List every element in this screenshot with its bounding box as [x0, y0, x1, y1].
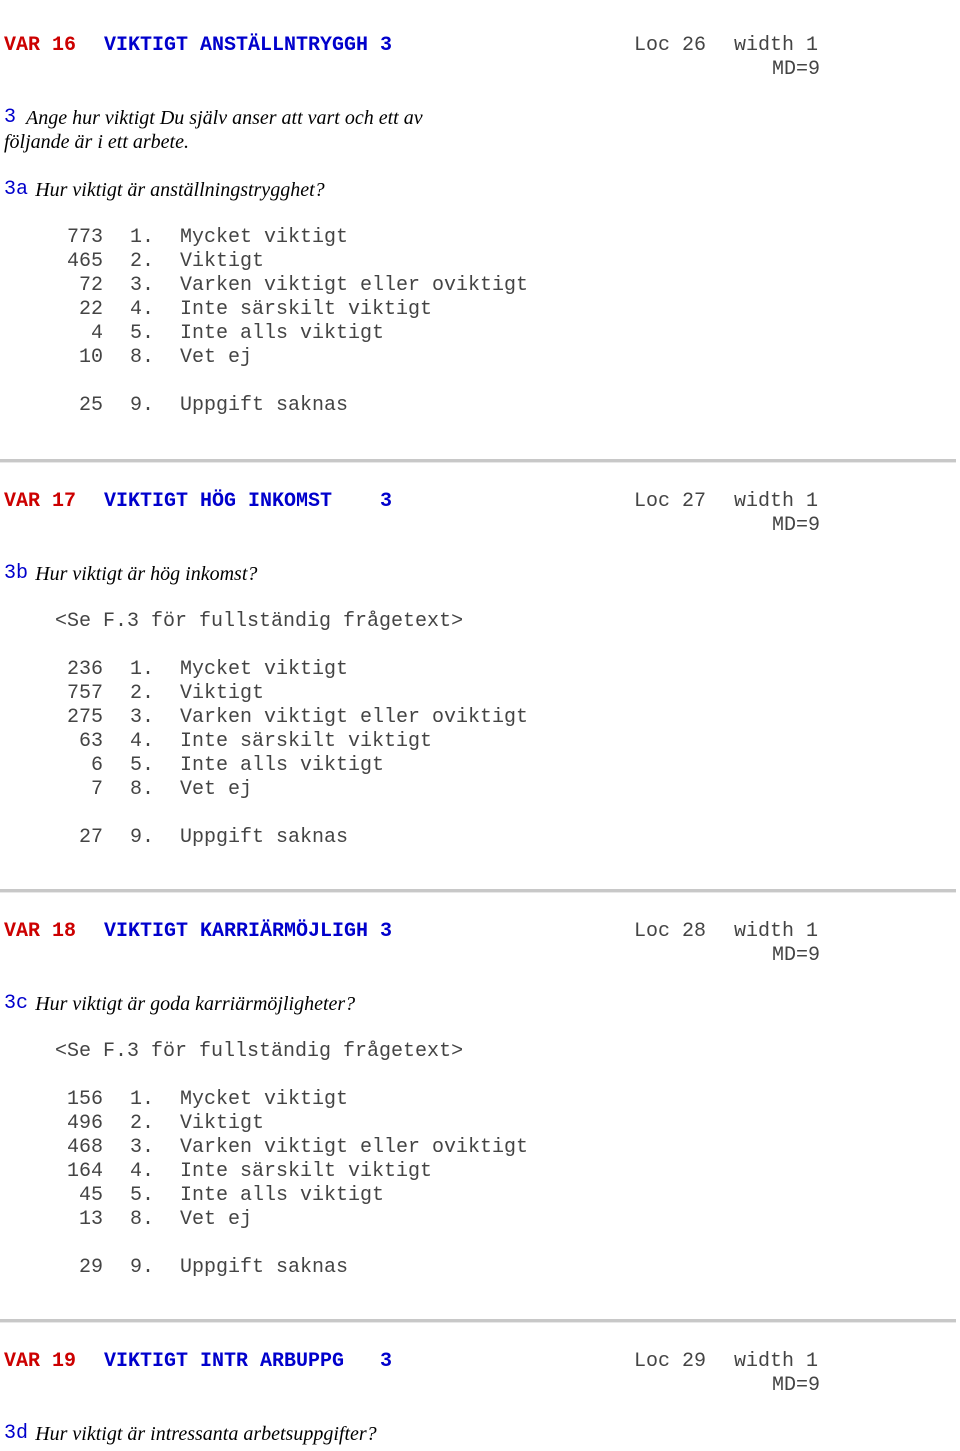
value-label: Mycket viktigt	[180, 226, 349, 249]
frequency-count: 496	[67, 1112, 104, 1135]
intro-number: 3	[4, 106, 17, 129]
missing-code: 9.	[130, 1256, 155, 1279]
frequency-count: 72	[67, 274, 104, 297]
question-code: 3d	[4, 1422, 29, 1445]
width-label: width 1	[734, 34, 819, 57]
width-label: width 1	[734, 1350, 819, 1373]
value-label: Varken viktigt eller oviktigt	[180, 274, 529, 297]
value-label: Inte alls viktigt	[180, 1184, 385, 1207]
value-label: Inte särskilt viktigt	[180, 298, 433, 321]
value-label: Viktigt	[180, 250, 265, 273]
var-name: VIKTIGT INTR ARBUPPG 3	[104, 1350, 393, 1373]
frequency-count: 63	[67, 730, 104, 753]
missing-label: Uppgift saknas	[180, 1256, 349, 1279]
value-code: 3.	[130, 1136, 155, 1159]
intro-text: Ange hur viktigt Du själv anser att vart och ett av	[26, 107, 423, 129]
loc-label: Loc 28	[634, 920, 707, 943]
question-code: 3a	[4, 178, 29, 201]
value-code: 4.	[130, 730, 155, 753]
missing-label: Uppgift saknas	[180, 826, 349, 849]
var-label: VAR 19	[4, 1350, 77, 1373]
value-code: 5.	[130, 754, 155, 777]
missing-code: 9.	[130, 394, 155, 417]
loc-label: Loc 26	[634, 34, 707, 57]
value-label: Vet ej	[180, 1208, 253, 1231]
value-label: Vet ej	[180, 346, 253, 369]
value-code: 1.	[130, 1088, 155, 1111]
value-code: 1.	[130, 226, 155, 249]
md-label: MD=9	[772, 1374, 821, 1397]
value-code: 3.	[130, 274, 155, 297]
var-label: VAR 16	[4, 34, 77, 57]
question-text: Hur viktigt är hög inkomst?	[35, 563, 258, 585]
value-label: Viktigt	[180, 1112, 265, 1135]
see-reference: <Se F.3 för fullständig frågetext>	[55, 610, 464, 633]
frequency-count: 156	[67, 1088, 104, 1111]
frequency-count: 757	[67, 682, 104, 705]
value-label: Viktigt	[180, 682, 265, 705]
value-code: 2.	[130, 682, 155, 705]
value-label: Varken viktigt eller oviktigt	[180, 1136, 529, 1159]
md-label: MD=9	[772, 58, 821, 81]
width-label: width 1	[734, 490, 819, 513]
frequency-count: 468	[67, 1136, 104, 1159]
question-text: Hur viktigt är goda karriärmöjligheter?	[35, 993, 356, 1015]
see-reference: <Se F.3 för fullständig frågetext>	[55, 1040, 464, 1063]
value-code: 8.	[130, 1208, 155, 1231]
value-label: Vet ej	[180, 778, 253, 801]
frequency-count: 236	[67, 658, 104, 681]
section-divider	[0, 459, 956, 463]
md-label: MD=9	[772, 944, 821, 967]
value-code: 5.	[130, 1184, 155, 1207]
frequency-count: 4	[67, 322, 104, 345]
value-code: 4.	[130, 298, 155, 321]
value-label: Inte särskilt viktigt	[180, 730, 433, 753]
value-code: 8.	[130, 346, 155, 369]
question-text: Hur viktigt är intressanta arbetsuppgifter?	[35, 1423, 377, 1445]
missing-count: 27	[67, 826, 104, 849]
question-code: 3c	[4, 992, 29, 1015]
loc-label: Loc 29	[634, 1350, 707, 1373]
frequency-count: 10	[67, 346, 104, 369]
width-label: width 1	[734, 920, 819, 943]
var-name: VIKTIGT HÖG INKOMST 3	[104, 490, 393, 513]
frequency-count: 275	[67, 706, 104, 729]
md-label: MD=9	[772, 514, 821, 537]
frequency-count: 773	[67, 226, 104, 249]
value-code: 4.	[130, 1160, 155, 1183]
value-code: 5.	[130, 322, 155, 345]
section-divider	[0, 889, 956, 893]
question-text: Hur viktigt är anställningstrygghet?	[35, 179, 325, 201]
value-code: 3.	[130, 706, 155, 729]
value-code: 2.	[130, 250, 155, 273]
frequency-count: 164	[67, 1160, 104, 1183]
var-name: VIKTIGT ANSTÄLLNTRYGGH 3	[104, 34, 393, 57]
intro-text: följande är i ett arbete.	[4, 131, 189, 153]
question-code: 3b	[4, 562, 29, 585]
missing-count: 29	[67, 1256, 104, 1279]
missing-count: 25	[67, 394, 104, 417]
var-label: VAR 17	[4, 490, 77, 513]
value-label: Inte särskilt viktigt	[180, 1160, 433, 1183]
var-label: VAR 18	[4, 920, 77, 943]
frequency-count: 465	[67, 250, 104, 273]
value-code: 8.	[130, 778, 155, 801]
value-label: Inte alls viktigt	[180, 754, 385, 777]
frequency-count: 13	[67, 1208, 104, 1231]
frequency-count: 6	[67, 754, 104, 777]
var-name: VIKTIGT KARRIÄRMÖJLIGH 3	[104, 920, 393, 943]
frequency-count: 7	[67, 778, 104, 801]
missing-label: Uppgift saknas	[180, 394, 349, 417]
section-divider	[0, 1319, 956, 1323]
value-code: 2.	[130, 1112, 155, 1135]
value-code: 1.	[130, 658, 155, 681]
loc-label: Loc 27	[634, 490, 707, 513]
value-label: Inte alls viktigt	[180, 322, 385, 345]
frequency-count: 22	[67, 298, 104, 321]
missing-code: 9.	[130, 826, 155, 849]
value-label: Mycket viktigt	[180, 658, 349, 681]
value-label: Varken viktigt eller oviktigt	[180, 706, 529, 729]
frequency-count: 45	[67, 1184, 104, 1207]
value-label: Mycket viktigt	[180, 1088, 349, 1111]
